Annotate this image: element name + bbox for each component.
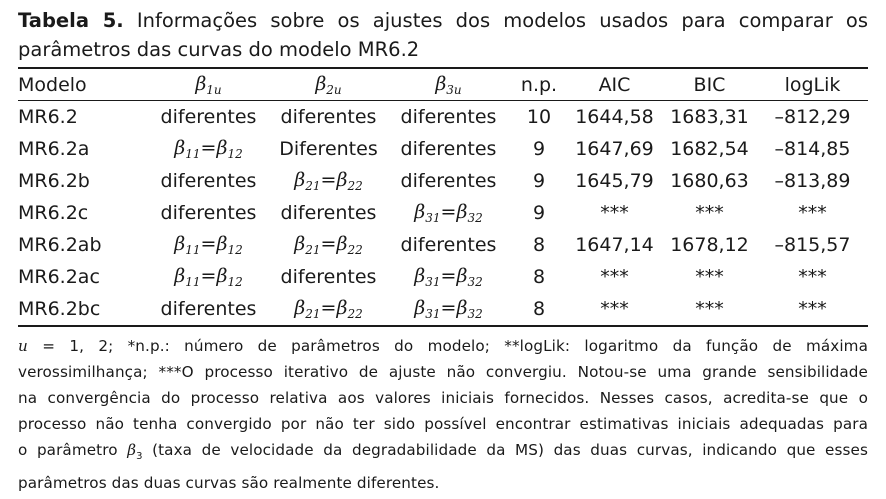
cell-beta-2: diferentes bbox=[280, 266, 377, 288]
cell-beta-1-equality: $\beta_{11}=\beta_{12}$ bbox=[174, 233, 243, 257]
cell-beta-2 bbox=[271, 165, 386, 197]
cell-beta-2-equality: $\beta_{21}=\beta_{22}$ bbox=[294, 169, 363, 193]
footnote-line-5: o parâmetro $\beta_3$ (taxa de velocidade da degradabilidade da MS) das duas curvas, indicando que esses bbox=[18, 441, 868, 463]
cell-loglik: –813,89 bbox=[774, 170, 851, 192]
cell-aic: *** bbox=[600, 202, 629, 224]
header-beta-1u-text: $\beta_{1u}$ bbox=[195, 72, 222, 97]
cell-aic: *** bbox=[600, 266, 629, 288]
cell-model: MR6.2a bbox=[18, 138, 90, 160]
table-row bbox=[18, 229, 868, 261]
cell-aic: 1647,14 bbox=[575, 234, 654, 256]
cell-model: MR6.2bc bbox=[18, 298, 101, 320]
cell-beta-1 bbox=[146, 133, 271, 165]
table-body bbox=[18, 101, 868, 327]
cell-loglik: –814,85 bbox=[774, 138, 851, 160]
cell-beta-3 bbox=[386, 197, 511, 229]
cell-bic: 1678,12 bbox=[670, 234, 749, 256]
cell-np: 8 bbox=[532, 298, 546, 320]
header-aic: AIC bbox=[598, 73, 631, 96]
caption-label: Tabela 5. bbox=[18, 9, 124, 32]
header-model: Modelo bbox=[18, 73, 87, 96]
table-row bbox=[18, 197, 868, 229]
footnote-line-4: processo não tenha convergido por não ter sido possível encontrar estimativas iniciais adequadas para bbox=[18, 415, 868, 433]
header-np: n.p. bbox=[520, 73, 558, 96]
cell-model: MR6.2ab bbox=[18, 234, 102, 256]
table-figure bbox=[18, 6, 868, 496]
cell-beta-3: diferentes bbox=[400, 170, 497, 192]
cell-model: MR6.2c bbox=[18, 202, 89, 224]
cell-beta-3-equality: $\beta_{31}=\beta_{32}$ bbox=[414, 297, 483, 321]
cell-model: MR6.2 bbox=[18, 106, 78, 128]
cell-beta-3-equality: $\beta_{31}=\beta_{32}$ bbox=[414, 265, 483, 289]
cell-beta-1 bbox=[146, 229, 271, 261]
cell-beta-3: diferentes bbox=[400, 106, 497, 128]
table-row bbox=[18, 165, 868, 197]
cell-loglik: –812,29 bbox=[774, 106, 851, 128]
cell-model: MR6.2ac bbox=[18, 266, 100, 288]
table-row bbox=[18, 133, 868, 165]
header-beta-3u-text: $\beta_{3u}$ bbox=[435, 72, 462, 97]
cell-beta-3 bbox=[386, 293, 511, 326]
header-bic: BIC bbox=[693, 73, 726, 96]
table-row bbox=[18, 101, 868, 134]
cell-np: 9 bbox=[532, 202, 546, 224]
header-beta-3u bbox=[386, 68, 511, 101]
cell-beta-1 bbox=[146, 261, 271, 293]
table-caption bbox=[18, 6, 868, 64]
header-beta-2u-text: $\beta_{2u}$ bbox=[315, 72, 342, 97]
cell-beta-1: diferentes bbox=[160, 202, 257, 224]
caption-text-1: Informações sobre os ajustes dos modelos usados para comparar os bbox=[136, 9, 868, 32]
cell-beta-2: diferentes bbox=[280, 202, 377, 224]
header-loglik: logLik bbox=[784, 73, 841, 96]
cell-bic: *** bbox=[695, 298, 724, 320]
footnote-line-3: na convergência do processo relativa aos valores iniciais fornecidos. Nesses casos, acredita-se que o bbox=[18, 389, 868, 407]
cell-beta-1-equality: $\beta_{11}=\beta_{12}$ bbox=[174, 265, 243, 289]
cell-beta-3: diferentes bbox=[400, 234, 497, 256]
header-beta-1u bbox=[146, 68, 271, 101]
cell-beta-3: diferentes bbox=[400, 138, 497, 160]
cell-beta-3 bbox=[386, 261, 511, 293]
cell-loglik: *** bbox=[798, 266, 827, 288]
header-beta-2u bbox=[271, 68, 386, 101]
cell-loglik: *** bbox=[798, 298, 827, 320]
cell-bic: *** bbox=[695, 266, 724, 288]
cell-bic: 1680,63 bbox=[670, 170, 749, 192]
cell-np: 8 bbox=[532, 234, 546, 256]
cell-beta-2: Diferentes bbox=[279, 138, 378, 160]
cell-beta-1: diferentes bbox=[160, 170, 257, 192]
caption-text-2: parâmetros das curvas do modelo MR6.2 bbox=[18, 38, 420, 61]
cell-aic: 1645,79 bbox=[575, 170, 654, 192]
table-row bbox=[18, 293, 868, 326]
cell-beta-2-equality: $\beta_{21}=\beta_{22}$ bbox=[294, 233, 363, 257]
caption-line-1 bbox=[18, 6, 868, 35]
cell-bic: *** bbox=[695, 202, 724, 224]
cell-bic: 1682,54 bbox=[670, 138, 749, 160]
cell-np: 10 bbox=[526, 106, 552, 128]
cell-beta-2 bbox=[271, 293, 386, 326]
cell-model: MR6.2b bbox=[18, 170, 90, 192]
cell-np: 9 bbox=[532, 138, 546, 160]
cell-beta-1: diferentes bbox=[160, 298, 257, 320]
table-header-row bbox=[18, 68, 868, 101]
cell-np: 8 bbox=[532, 266, 546, 288]
footnote-line-6: parâmetros das duas curvas são realmente diferentes. bbox=[18, 474, 440, 493]
cell-loglik: *** bbox=[798, 202, 827, 224]
cell-bic: 1683,31 bbox=[670, 106, 749, 128]
cell-beta-2-equality: $\beta_{21}=\beta_{22}$ bbox=[294, 297, 363, 321]
model-comparison-table bbox=[18, 67, 868, 327]
cell-np: 9 bbox=[532, 170, 546, 192]
cell-beta-1: diferentes bbox=[160, 106, 257, 128]
footnote-line-2: verossimilhança; ***O processo iterativo de ajuste não convergiu. Notou-se uma grande sensibilidade bbox=[18, 363, 868, 381]
cell-loglik: –815,57 bbox=[774, 234, 851, 256]
cell-aic: 1647,69 bbox=[575, 138, 654, 160]
cell-beta-2 bbox=[271, 229, 386, 261]
footnote-line-1: u = 1, 2; *n.p.: número de parâmetros do modelo; **logLik: logaritmo da função de máxima bbox=[18, 337, 868, 355]
table-row bbox=[18, 261, 868, 293]
cell-beta-3-equality: $\beta_{31}=\beta_{32}$ bbox=[414, 201, 483, 225]
cell-beta-1-equality: $\beta_{11}=\beta_{12}$ bbox=[174, 137, 243, 161]
cell-aic: *** bbox=[600, 298, 629, 320]
cell-aic: 1644,58 bbox=[575, 106, 654, 128]
table-footnote bbox=[18, 333, 868, 496]
cell-beta-2: diferentes bbox=[280, 106, 377, 128]
